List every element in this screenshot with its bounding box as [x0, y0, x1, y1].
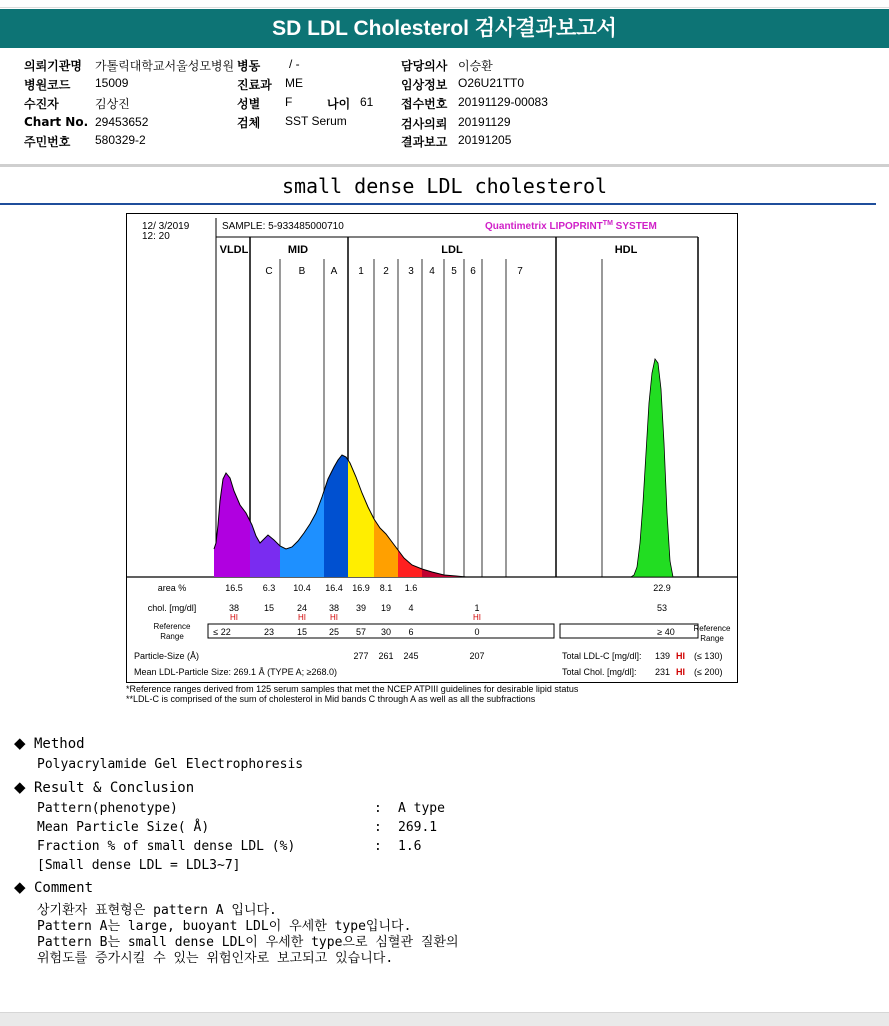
area-value: 1.6 — [404, 583, 418, 593]
footnote: **LDL-C is comprised of the sum of cholesterol in Mid bands C through A as well as all the subfractions — [126, 694, 536, 704]
band-label: B — [298, 266, 306, 277]
band-area — [250, 521, 280, 577]
result-label: Fraction % of small dense LDL (%) — [37, 839, 296, 854]
band-area — [374, 519, 398, 577]
area-value: 16.4 — [325, 583, 343, 593]
info-value: 가톨릭대학교서울성모병원 — [95, 59, 235, 73]
chart-sample: SAMPLE: 5-933485000710 — [222, 221, 344, 232]
top-border — [0, 0, 889, 8]
result-colon: : — [374, 839, 382, 854]
ref-value: 0 — [474, 627, 480, 637]
ref-value: 57 — [355, 627, 367, 637]
method-text: Polyacrylamide Gel Electrophoresis — [37, 757, 304, 772]
info-label: 성별 — [237, 97, 261, 111]
comment-line: 상기환자 표현형은 pattern A 입니다. — [37, 903, 277, 918]
area-value: 6.3 — [262, 583, 276, 593]
result-label: Pattern(phenotype) — [37, 801, 178, 816]
result-colon: : — [374, 820, 382, 835]
particle-size-value: 261 — [378, 651, 394, 661]
total-ldl-hi: HI — [676, 651, 685, 661]
info-value: 20191129 — [458, 115, 511, 129]
ref-box — [560, 624, 698, 638]
total-chol-hi: HI — [676, 667, 685, 677]
report-title: SD LDL Cholesterol 검사결과보고서 — [0, 9, 889, 48]
area-value: 16.9 — [352, 583, 370, 593]
comment-line: Pattern B는 small dense LDL이 우세한 type으로 심혈관 질환의 — [37, 935, 459, 950]
info-label: 수진자 — [24, 97, 59, 111]
group-label: MID — [287, 244, 309, 256]
footnotes — [126, 684, 578, 704]
area-value: 8.1 — [379, 583, 393, 593]
chol-value: 15 — [263, 603, 275, 613]
total-chol-value: 231 — [655, 667, 671, 677]
info-label: 나이 — [327, 97, 351, 111]
band-label: 6 — [470, 266, 476, 277]
chol-value: 38 — [328, 603, 340, 613]
group-label: VLDL — [219, 244, 249, 256]
band-label: 3 — [408, 266, 414, 277]
total-chol-label: Total Chol. [mg/dl]: — [562, 667, 637, 677]
hi-flag: HI — [330, 613, 338, 622]
result-heading — [14, 778, 194, 796]
chol-value: 19 — [380, 603, 392, 613]
info-value: 20191129-00083 — [458, 95, 548, 109]
info-value: 29453652 — [95, 115, 149, 129]
info-label: 병원코드 — [24, 78, 71, 92]
mean-size-text: Mean LDL-Particle Size: 269.1 Å (TYPE A; ≥268.0) — [134, 667, 338, 677]
band-label: A — [330, 266, 338, 277]
particle-size-value: 245 — [403, 651, 419, 661]
info-label: 결과보고 — [401, 135, 448, 149]
info-value: O26U21TT0 — [458, 76, 525, 90]
info-label: 의뢰기관명 — [24, 59, 82, 73]
chart-system-label: Quantimetrix LIPOPRINT™ SYSTEM — [485, 220, 657, 232]
chol-value: 39 — [355, 603, 367, 613]
info-value: / - — [289, 57, 300, 71]
section-divider — [0, 203, 876, 205]
band-label: C — [265, 266, 273, 277]
info-value: SST Serum — [285, 114, 347, 128]
comment-line: Pattern A는 large, buoyant LDL이 우세한 type입니다. — [37, 919, 412, 934]
ref-value: 23 — [263, 627, 275, 637]
info-label: 담당의사 — [401, 59, 448, 73]
chol-value: 4 — [408, 603, 414, 613]
info-label: 임상정보 — [401, 78, 448, 92]
area-value: 10.4 — [293, 583, 311, 593]
info-label: 검사의뢰 — [401, 117, 448, 131]
particle-size-value: 277 — [353, 651, 369, 661]
info-label: 검체 — [237, 116, 261, 130]
comment-heading — [14, 878, 93, 896]
chart-frame — [127, 214, 738, 683]
row-label-area: area % — [157, 583, 187, 593]
footnote: *Reference ranges derived from 125 serum samples that met the NCEP ATPIII guidelines for desirable lipid status — [126, 684, 579, 694]
band-area — [324, 455, 348, 577]
bottom-bar — [0, 1012, 889, 1026]
info-value: F — [285, 95, 293, 109]
chol-value: 53 — [656, 603, 668, 613]
info-label: 진료과 — [237, 78, 272, 92]
hi-flag: HI — [298, 613, 306, 622]
chol-value: 24 — [296, 603, 308, 613]
method-title: Method — [34, 736, 85, 752]
area-value: 16.5 — [225, 583, 243, 593]
chol-value: 38 — [228, 603, 240, 613]
result-title: Result & Conclusion — [34, 780, 195, 796]
info-value: 61 — [360, 95, 374, 109]
band-label: 7 — [517, 266, 523, 277]
chart-date: 12/ 3/2019 — [142, 221, 190, 232]
total-ldl-label: Total LDL-C [mg/dl]: — [562, 651, 642, 661]
diamond-bullet-icon: ◆ — [14, 734, 26, 752]
info-value: 김상진 — [95, 97, 130, 111]
row-label-ref-right: Range — [700, 634, 724, 643]
diamond-bullet-icon: ◆ — [14, 778, 26, 796]
ref-value: ≤ 22 — [213, 627, 231, 637]
ref-value: 30 — [380, 627, 392, 637]
ref-value: 6 — [408, 627, 414, 637]
particle-size-value: 207 — [469, 651, 485, 661]
info-label: 주민번호 — [24, 135, 71, 149]
ref-value: 15 — [296, 627, 308, 637]
band-label: 5 — [451, 266, 457, 277]
result-value: A type — [398, 801, 445, 816]
info-label: 접수번호 — [401, 97, 448, 111]
lipoprint-report — [126, 213, 738, 683]
info-value: ME — [285, 76, 303, 90]
chol-value: 1 — [474, 603, 480, 613]
row-label-ref: Range — [160, 632, 184, 641]
total-chol-ref: (≤ 200) — [694, 667, 723, 677]
patient-info — [0, 52, 889, 164]
lipoprint-chart — [126, 213, 738, 683]
total-ldl-ref: (≤ 130) — [694, 651, 723, 661]
band-area — [280, 491, 324, 577]
band-label: 1 — [358, 266, 364, 277]
info-label: Chart No. — [24, 115, 89, 129]
info-value: 15009 — [95, 76, 129, 90]
comment-line: 위험도를 증가시킬 수 있는 위험인자로 보고되고 있습니다. — [37, 951, 394, 966]
band-area — [214, 473, 250, 577]
result-colon: : — [374, 801, 382, 816]
hi-flag: HI — [230, 613, 238, 622]
band-label: 2 — [383, 266, 389, 277]
diamond-bullet-icon: ◆ — [14, 878, 26, 896]
hi-flag: HI — [473, 613, 481, 622]
info-value: 580329-2 — [95, 133, 146, 147]
total-ldl-value: 139 — [655, 651, 671, 661]
row-label-ref-right: Reference — [693, 624, 731, 633]
info-value: 이승환 — [458, 59, 493, 73]
ref-value: 25 — [328, 627, 340, 637]
band-area — [348, 460, 374, 577]
group-label: HDL — [614, 244, 638, 256]
row-label-ref: Reference — [153, 622, 191, 631]
area-value: 22.9 — [653, 583, 671, 593]
band-label: 4 — [429, 266, 435, 277]
info-divider — [0, 164, 889, 167]
ref-value: ≥ 40 — [657, 627, 675, 637]
result-label: Mean Particle Size( Å) — [37, 820, 210, 835]
result-value: 269.1 — [398, 820, 438, 835]
result-value: 1.6 — [398, 839, 422, 854]
result-note: [Small dense LDL = LDL3~7] — [37, 858, 241, 873]
info-value: 20191205 — [458, 133, 512, 147]
group-label: LDL — [441, 244, 463, 256]
method-heading — [14, 734, 85, 752]
chart-time: 12: 20 — [142, 231, 170, 242]
section-title: small dense LDL cholesterol — [281, 174, 608, 198]
info-label: 병동 — [237, 59, 261, 73]
comment-title: Comment — [34, 880, 94, 896]
particle-size-label: Particle-Size (Å) — [134, 651, 200, 661]
hdl-peak — [631, 359, 673, 577]
row-label-chol: chol. [mg/dl] — [147, 603, 197, 613]
